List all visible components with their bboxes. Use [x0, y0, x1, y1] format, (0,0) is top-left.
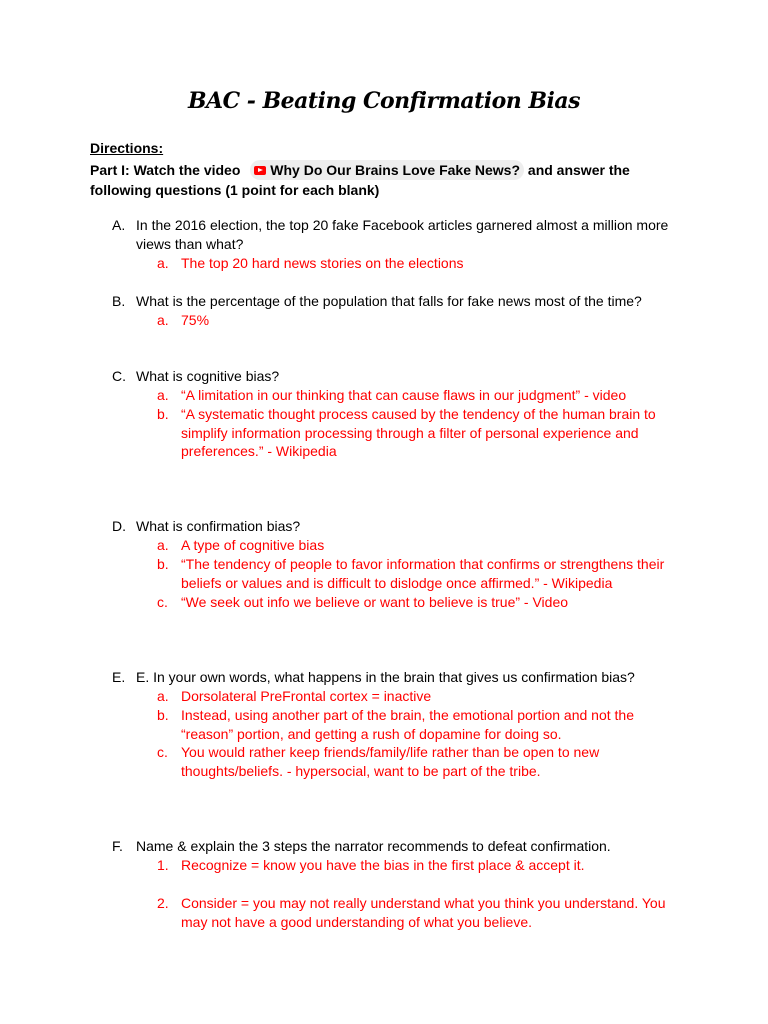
question-label: B.	[112, 293, 126, 309]
answer-label: 2.	[157, 895, 169, 911]
answer-label: c.	[157, 594, 168, 610]
answer-c-b	[157, 405, 667, 461]
answer-label: a.	[157, 312, 169, 328]
answer-label: b.	[157, 707, 169, 723]
youtube-icon	[254, 166, 266, 175]
answer-b-a	[157, 311, 667, 330]
question-c	[112, 367, 672, 386]
video-link-title[interactable]: Why Do Our Brains Love Fake News?	[270, 162, 521, 178]
answer-label: a.	[157, 688, 169, 704]
question-label: E.	[112, 669, 126, 685]
answer-text: 75%	[181, 312, 210, 328]
question-text: What is confirmation bias?	[136, 518, 301, 534]
answer-text: You would rather keep friends/family/life rather than be open to new thoughts/beliefs. - hypersocial, want to be part of the tribe.	[181, 744, 600, 779]
answer-e-b	[157, 706, 667, 743]
answer-text: The top 20 hard news stories on the elections	[181, 255, 464, 271]
question-text: What is the percentage of the population that falls for fake news most of the time?	[136, 293, 642, 309]
answer-d-a	[157, 536, 667, 555]
question-d	[112, 517, 672, 536]
part-one-suffix: and answer the following questions (1 point for each blank)	[90, 162, 630, 198]
question-text: E. In your own words, what happens in the brain that gives us confirmation bias?	[136, 669, 635, 685]
video-link-chip[interactable]	[250, 160, 524, 180]
answer-c-a	[157, 386, 667, 405]
answer-e-c	[157, 743, 667, 780]
question-label: F.	[112, 838, 123, 854]
answer-text: “The tendency of people to favor information that confirms or strengthens their beliefs or values and is difficult to dislodge once affirmed.” - Wikipedia	[181, 556, 665, 591]
part-one-instructions	[90, 160, 690, 200]
answer-f-1	[157, 856, 667, 875]
question-f	[112, 837, 672, 856]
answer-label: a.	[157, 537, 169, 553]
question-text: In the 2016 election, the top 20 fake Facebook articles garnered almost a million more views than what?	[136, 217, 669, 252]
question-label: C.	[112, 368, 126, 384]
answer-text: Dorsolateral PreFrontal cortex = inactive	[181, 688, 432, 704]
answer-e-a	[157, 687, 667, 706]
answer-d-c	[157, 593, 667, 612]
answer-text: “A limitation in our thinking that can cause flaws in our judgment” - video	[181, 387, 627, 403]
question-b	[112, 292, 672, 311]
answer-d-b	[157, 555, 667, 592]
answer-text: Instead, using another part of the brain, the emotional portion and not the “reason” portion, and getting a rush of dopamine for doing so.	[181, 707, 634, 742]
answer-label: b.	[157, 406, 169, 422]
answer-label: 1.	[157, 857, 169, 873]
answer-label: c.	[157, 744, 168, 760]
question-label: D.	[112, 518, 126, 534]
answer-text: “We seek out info we believe or want to believe is true” - Video	[181, 594, 569, 610]
answer-label: a.	[157, 255, 169, 271]
answer-text: Recognize = know you have the bias in the first place & accept it.	[181, 857, 585, 873]
question-e	[112, 668, 672, 687]
answer-label: a.	[157, 387, 169, 403]
answer-text: “A systematic thought process caused by the tendency of the human brain to simplify information processing through a filter of personal experience and preferences.” - Wikipedia	[181, 406, 656, 459]
question-text: What is cognitive bias?	[136, 368, 280, 384]
answer-text: A type of cognitive bias	[181, 537, 325, 553]
question-text: Name & explain the 3 steps the narrator recommends to defeat confirmation.	[136, 838, 611, 854]
page-title: BAC - Beating Confirmation Bias	[187, 88, 581, 114]
answer-a-a	[157, 254, 667, 273]
answer-f-2	[157, 894, 667, 931]
directions-heading: Directions:	[90, 140, 164, 156]
part-one-prefix: Part I: Watch the video	[90, 162, 241, 178]
question-label: A.	[112, 217, 126, 233]
answer-label: b.	[157, 556, 169, 572]
answer-text: Consider = you may not really understand what you think you understand. You may not have a good understanding of what you believe.	[181, 895, 666, 930]
question-a	[112, 216, 672, 254]
